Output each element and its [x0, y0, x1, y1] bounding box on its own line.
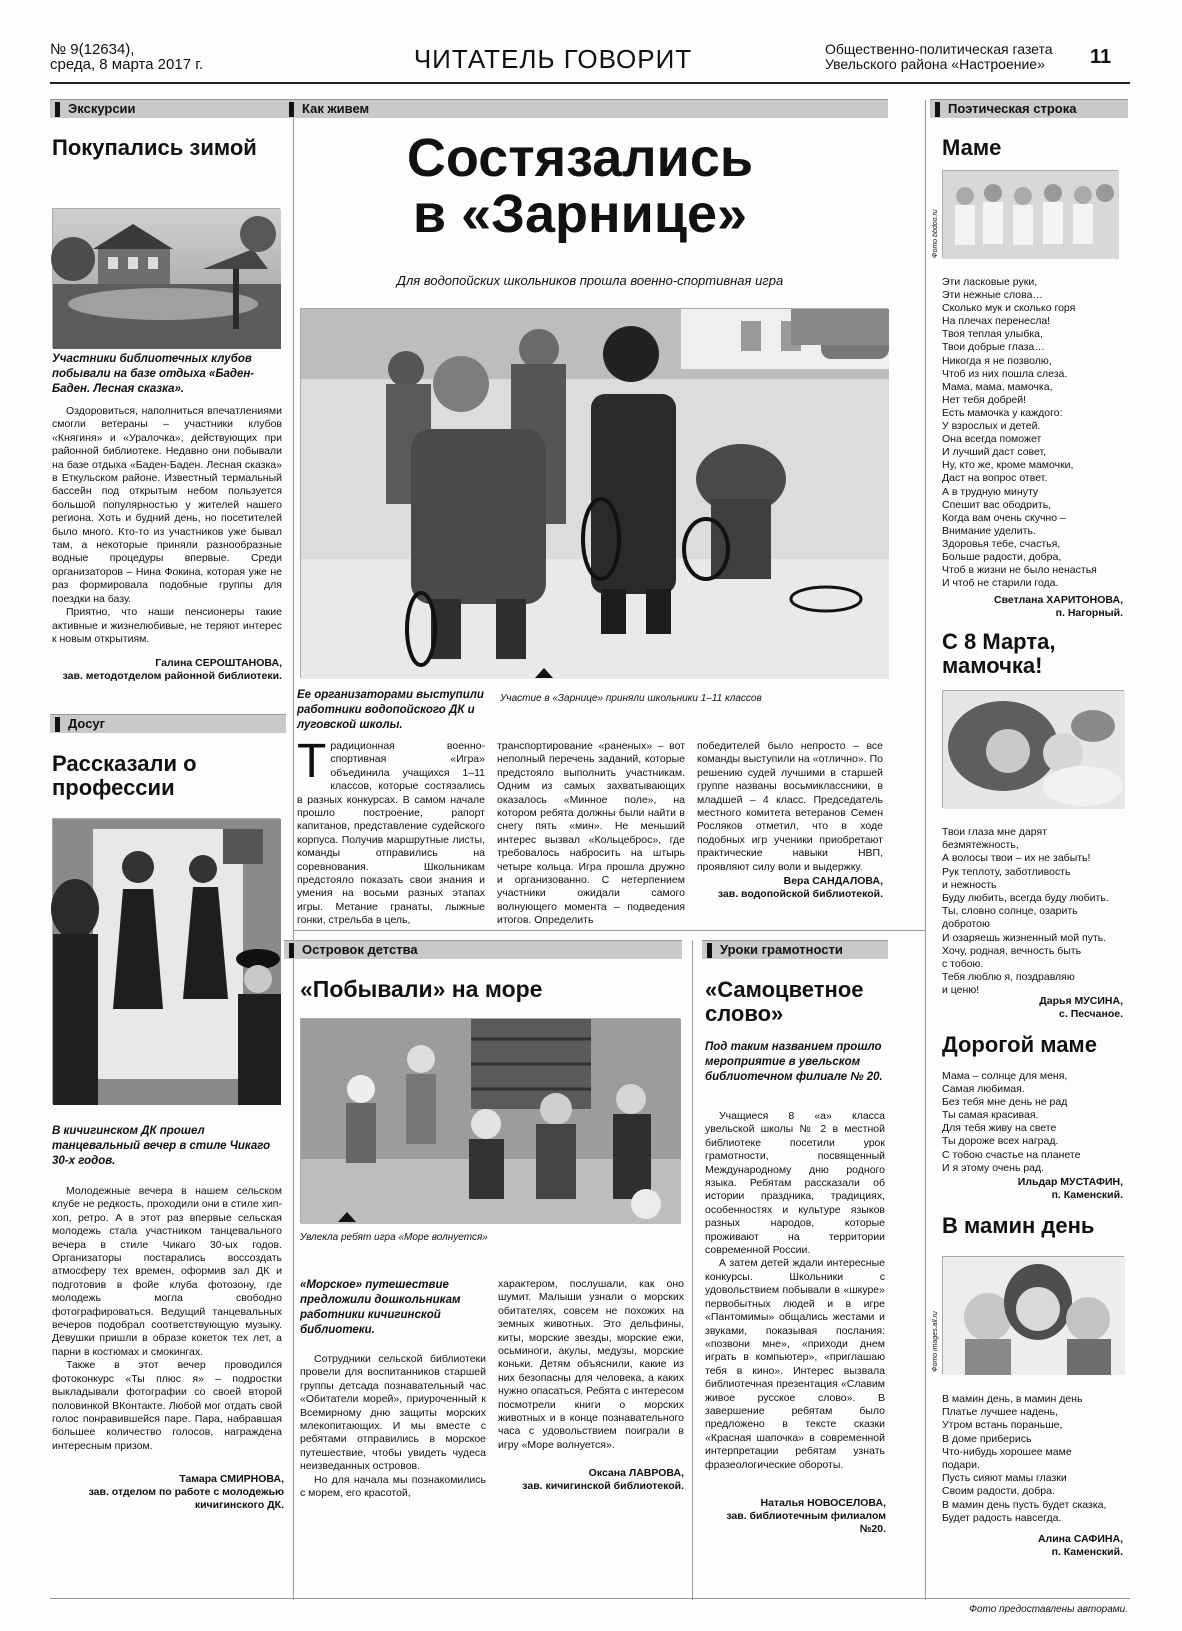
sea-col1: [300, 1353, 486, 1598]
leisure-paragraph: Молодежные вечера в нашем сельском клубе не редкость, проходили они в стиле хип-хоп, ретро. А в этот раз впервые сельская молодежь стала участником танцевального вечера в стиле Чикаго 30-ых годов. Организаторы постарались воссоздать атмосферу тех времен, оформив зал ДК и подготовив в фойе клуба фотозону, где молодежь могла свободно фотографироваться. Ведущий танцевальных вечеров подобрал соответствующую музыку. Девушки пришли в образе кокеток тех лет, а парни в костюмах и смокингах.: [52, 1185, 282, 1358]
sea-lead: «Морское» путешествие предложили дошкольникам работники кичигинской библиотеки.: [300, 1279, 461, 1336]
excursion-lead: Участники библиотечных клубов побывали на базе отдыха «Баден-Баден. Лесная сказка».: [52, 353, 255, 395]
zarnitsa-dropcap: Т: [297, 735, 327, 788]
leisure-photo: [52, 818, 280, 1104]
zarnitsa-lead: Ее организаторами выступили работники водопойского ДК и луговской школы.: [297, 689, 484, 731]
sea-headline: «Побывали» на море: [300, 976, 543, 1002]
zarnitsa-photo: [300, 308, 888, 678]
rubric-excursion: Экскурсии: [50, 99, 286, 118]
zarnitsa-caption: Участие в «Зарнице» приняли школьники 1–11 классов: [500, 693, 762, 704]
poem4-photo-credit: Фото images.all.ru: [932, 1311, 939, 1372]
rubric-poetry: Поэтическая строка: [930, 99, 1128, 118]
grammar-signature: [700, 1497, 886, 1536]
sea-col2: характером, послушали, как оно шумит. Малыши узнали о морских обитателях, совсем не похожих на земных животных. Это дельфины, киты, морские звезды, морские ежи, осьминоги, акулы, медузы, морские коньки. Детям объяснили, какие из них безопасны для человека, а каких нужно опасаться. Ребята с интересом посмотрели книги о морских животных и в конце познавательного часа с удовольствием поиграли в игру «Море волнуется».: [498, 1278, 684, 1451]
poem2-title: С 8 Марта, мамочка!: [942, 629, 1056, 679]
zarnitsa-headline-line-1: Состязались: [406, 128, 754, 188]
grammar-body: [705, 1110, 885, 1495]
excursion-author-role: зав. методотделом районной библиотеки.: [62, 670, 282, 682]
section-title: ЧИТАТЕЛЬ ГОВОРИТ: [413, 44, 693, 74]
poem1-signature: [935, 594, 1123, 620]
column-rule-right: [925, 100, 926, 1600]
zarnitsa-author: Вера САНДАЛОВА,: [783, 875, 883, 887]
poem2-signature: [935, 995, 1123, 1021]
poem4-signature: [935, 1533, 1123, 1559]
grammar-author-role: зав. библиотечным филиалом №20.: [726, 1510, 886, 1535]
footer-rule: [50, 1598, 1130, 1599]
rubric-leisure: Досуг: [50, 714, 286, 733]
grammar-paragraph: А затем детей ждали интересные конкурсы. Школьники с удовольствием побывали в «шкуре» первобытных людей и в игре «Пантомимы» общались жестами и звуками, показывая послания: «позвони мне», «приходи днем играть в компьютер», «приглашаю тебя в кино». Интерес вызвала библиотечная презентация «Славим живое русское слово». В завершение ребятам было предложено в тексте сказки «Красная шапочка» в современной интерпретации ребятам узнать фразеологические обороты.: [705, 1257, 885, 1471]
page-number: 11: [1090, 46, 1112, 68]
sea-caption: Увлекла ребят игра «Море волнуется»: [300, 1232, 488, 1243]
zarnitsa-col3: победителей было непросто – все команды выступили на «отлично». По решению судей лучшими в старшей группе названы восьмиклассники, в младшей – 4 класс. Председатель местного комитета ветеранов Семен Росляков отметил, что в ходе подобных игр ученики приобретают практические навыки НВП, проявляют силу воли и выдержку.: [697, 740, 883, 873]
poem4-photo: [942, 1256, 1124, 1374]
zarnitsa-col1-text: радиционная военно-спортивная «Игра» объединила учащихся 1–11 классов, которые состязались в разных конкурсах. В самом начале прошло построение, рапорт капитанов, представление судейского корпуса. Получив маршрутные листы, команды отправились на соревнования. Школьникам предстояло показать свои знания и умения на восьми разных этапах игры. Метание гранаты, лыжные гонки, стрельба в цель,: [297, 740, 485, 927]
zarnitsa-author-role: зав. водопойской библиотекой.: [717, 888, 883, 900]
leisure-signature: [52, 1473, 284, 1512]
poem1-place: п. Нагорный.: [1055, 607, 1123, 619]
poem2-text: Твои глаза мне дарят безмятежность, А волосы твои – их не забыть! Рук теплоту, заботливость и нежность Буду любить, всегда буду любить. Ты, словно солнце, озарить добротою И озаряешь жизненный мой путь. Хочу, родная, вечность быть с тобою. Тебя люблю я, поздравляю и ценю!: [942, 826, 1109, 997]
poem3-author: Ильдар МУСТАФИН,: [1017, 1176, 1123, 1188]
column-rule-center: [692, 940, 693, 1600]
poem3-text: Мама – солнце для меня, Самая любимая. Без тебя мне день не рад Ты самая красивая. Для тебя живу на свете Ты дороже всех наград. С тобою счастье на планете И я этому очень рад.: [942, 1070, 1081, 1174]
leisure-author: Тамара СМИРНОВА,: [179, 1473, 284, 1485]
sea-author-role: зав. кичигинской библиотекой.: [522, 1480, 684, 1492]
grammar-lead: Под таким названием прошло мероприятие в увельском библиотечном филиале № 20.: [705, 1041, 883, 1083]
poem1-photo: [942, 170, 1118, 258]
leisure-author-role: зав. отделом по работе с молодежью кичигинского ДК.: [88, 1486, 284, 1511]
paper-info: [825, 42, 1058, 72]
grammar-paragraph: Учащиеся 8 «а» класса увельской школы № 2 в местной библиотеке посетили урок грамотности, посвященный Международному дню родного языка. Ребятам рассказали об истории праздника, традициях, особенностях и культуре языков разных народов, которые проживают на территории современной России.: [705, 1110, 885, 1257]
poem3-signature: [935, 1176, 1123, 1202]
excursion-author: Галина СЕРОШТАНОВА,: [155, 657, 282, 669]
masthead-rule: [50, 82, 1130, 84]
zarnitsa-signature: [697, 875, 883, 901]
issue-info: [50, 42, 203, 72]
leisure-paragraph: Также в этот вечер проводился фотоконкурс «Ты плюс я» – подростки выкладывали фотографии со своей второй половинкой ВКонтакте. Любой мог отдать свой голос понравившейся паре. Пара, набравшая большее количество голосов, награждена интересным призом.: [52, 1359, 282, 1452]
zarnitsa-col1: [297, 735, 485, 927]
excursion-signature: [52, 657, 282, 683]
excursion-body: [52, 405, 282, 645]
poem4-place: п. Каменский.: [1051, 1546, 1123, 1558]
poem4-author: Алина САФИНА,: [1037, 1533, 1123, 1545]
poem1-photo-credit: Фото bbdoo.ru: [932, 209, 939, 258]
zarnitsa-col2: транспортирование «раненых» – вот неполный перечень заданий, которые предстояло выполнить участникам. Одним из самых захватывающих оказалось «Минное поле», на котором ребята должны были найти в снегу пять «мин». Не меньший интерес вызвал «Кольцеброс», где требовалось набросить на штырь четыре кольца. Игра прошла дружно и организованно. С нетерпением участники ожидали самого волнующего момента – подведения итогов. Определить: [497, 740, 685, 927]
poem2-place: с. Песчаное.: [1059, 1008, 1123, 1020]
leisure-headline: Рассказали о профессии: [52, 751, 197, 801]
poem4-text: В мамин день, в мамин день Платье лучшее надень, Утром встань пораньше, В доме приберись Что-нибудь хорошее маме подари. Пусть сияют мамы глазки Своим радости, добра. В мамин день пусть будет сказка, Будет радость навсегда.: [942, 1393, 1107, 1524]
photo-marker-icon: [338, 1212, 356, 1222]
issue-date: среда, 8 марта 2017 г.: [50, 56, 204, 73]
poem3-place: п. Каменский.: [1051, 1189, 1123, 1201]
section-rule: [293, 930, 925, 931]
poem2-author: Дарья МУСИНА,: [1039, 995, 1123, 1007]
zarnitsa-headline: [300, 130, 860, 242]
rubric-sea: Островок детства: [284, 940, 682, 959]
zarnitsa-subtitle: Для водопойских школьников прошла военно-спортивная игра: [396, 273, 784, 288]
excursion-headline: Покупались зимой: [52, 135, 257, 160]
poem4-title: В мамин день: [942, 1213, 1095, 1238]
paper-line-1: Общественно-политическая газета: [825, 41, 1053, 57]
poem1-text: Эти ласковые руки, Эти нежные слова… Сколько мук и сколько горя На плечах перенесла! Твоя теплая улыбка, Твои добрые глаза… Никогда я не позволю, Чтоб из них пошла слеза. Мама, мама, мамочка, Нет тебя добрей! Есть мамочка у каждого: У взрослых и детей. Она всегда поможет И лучший даст совет, Ну, кто же, кроме мамочки, Даст на вопрос ответ. А в трудную минуту Спешит вас ободрить, Когда вам очень скучно – Внимание уделить. Здоровья тебе, счастья, Больше радости, добра, Чтоб в жизни не было ненастья И чтоб не старили года.: [942, 276, 1097, 590]
poem2-photo: [942, 690, 1124, 808]
leisure-lead: В кичигинском ДК прошел танцевальный вечер в стиле Чикаго 30-х годов.: [52, 1125, 271, 1167]
excursion-paragraph: Оздоровиться, наполниться впечатлениями смогли ветераны – участники клубов «Княгиня» и «Уралочка», действующих при районной библиотеке. Недавно они побывали на базе отдыха «Баден-Баден. Лесная сказка» в Еткульском районе. Известный термальный бассейн под открытым небом пользуется большой популярностью у жителей нашего региона. Хоть и будний день, но посетителей было много. Кто-то из участников уже бывал там, а некоторые приняли разнообразные водные процедуры впервые. Среди организаторов – Нина Фокина, которая уже не раз формировала подобные группы для поездки на базу.: [52, 405, 282, 605]
sea-author: Оксана ЛАВРОВА,: [588, 1467, 684, 1479]
footer-photo-credit: Фото предоставлены авторами.: [969, 1604, 1128, 1615]
leisure-body: [52, 1185, 282, 1467]
poem3-title: Дорогой маме: [942, 1032, 1097, 1057]
photo-marker-icon: [535, 668, 553, 678]
grammar-headline: «Самоцветное слово»: [705, 977, 864, 1027]
excursion-photo: [52, 208, 280, 348]
issue-number: № 9(12634),: [50, 41, 135, 58]
sea-signature: [498, 1467, 684, 1493]
poem1-author: Светлана ХАРИТОНОВА,: [994, 594, 1123, 606]
zarnitsa-headline-line-2: в «Зарнице»: [412, 184, 748, 244]
sea-paragraph: Сотрудники сельской библиотеки провели для воспитанников старшей группы детсада познавательный час «Обитатели морей», приуроченный к Всемирному дню защиты морских млекопитающих. И мы вместе с ребятами отправились в морское путешествие, чтобы увидеть чудеса неизведанных островов.: [300, 1353, 486, 1473]
rubric-zarnitsa: Как живем: [284, 99, 888, 118]
column-rule-left: [293, 100, 294, 1600]
paper-line-2: Увельского района «Настроение»: [825, 56, 1045, 72]
excursion-paragraph: Приятно, что наши пенсионеры такие активные и жизнелюбивые, не теряют интерес к новым открытиям.: [52, 606, 282, 645]
sea-paragraph: Но для начала мы познакомились с морем, его красотой,: [300, 1473, 486, 1500]
poem1-title: Маме: [942, 135, 1002, 160]
grammar-author: Наталья НОВОСЕЛОВА,: [760, 1497, 886, 1509]
rubric-grammar: Уроки грамотности: [702, 940, 888, 959]
sea-photo: [300, 1018, 680, 1223]
